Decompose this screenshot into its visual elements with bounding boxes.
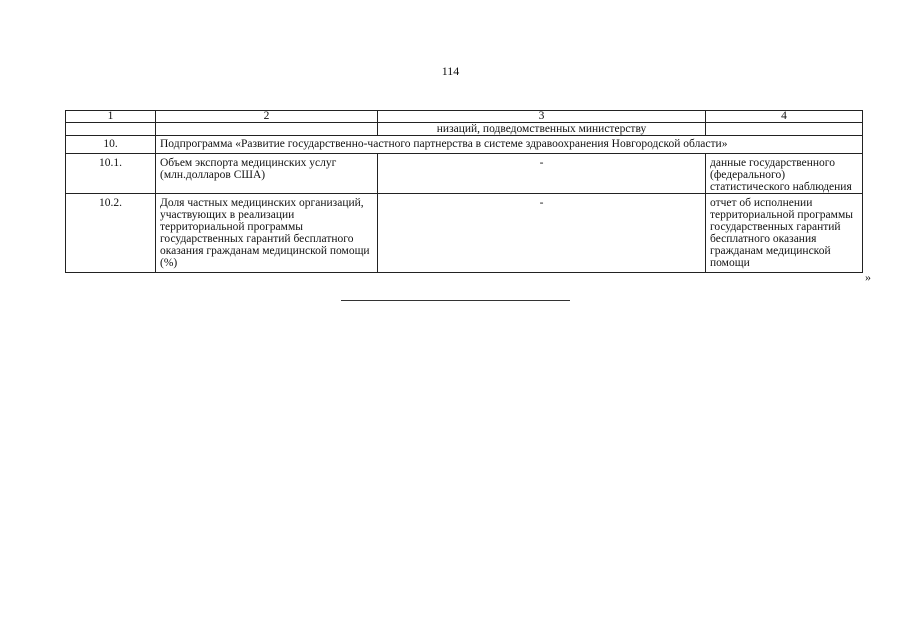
closing-quote: » bbox=[865, 270, 871, 284]
indicator-name: Объем экспорта медицинских услуг (млн.долларов США) bbox=[156, 154, 378, 194]
continuation-text: низаций, подведомственных министерству bbox=[378, 123, 706, 136]
continuation-cell-4 bbox=[706, 123, 863, 136]
subprogram-row bbox=[66, 136, 863, 154]
indicator-source: отчет об исполнении территориальной программы государственных гарантий бесплатного оказания гражданам медицинской помощи bbox=[706, 194, 863, 273]
subprogram-number: 10. bbox=[66, 136, 156, 154]
continuation-cell-1 bbox=[66, 123, 156, 136]
page-number: 114 bbox=[441, 64, 460, 78]
column-header-2: 2 bbox=[156, 111, 378, 123]
indicator-table bbox=[65, 110, 863, 273]
column-header-1: 1 bbox=[66, 111, 156, 123]
separator-line bbox=[341, 300, 570, 301]
subprogram-title: Подпрограмма «Развитие государственно-частного партнерства в системе здравоохранения Новгородской области» bbox=[156, 136, 863, 154]
table-row bbox=[66, 194, 863, 273]
column-header-4: 4 bbox=[706, 111, 863, 123]
column-header-row bbox=[66, 111, 863, 123]
continuation-cell-2 bbox=[156, 123, 378, 136]
continuation-row bbox=[66, 123, 863, 136]
indicator-source: данные государственного (федерального) статистического наблюдения bbox=[706, 154, 863, 194]
indicator-name: Доля частных медицинских организаций, участвующих в реализации территориальной программы государственных гарантий бесплатного оказания гражданам медицинской помощи (%) bbox=[156, 194, 378, 273]
table-row bbox=[66, 154, 863, 194]
indicator-formula: - bbox=[378, 194, 706, 273]
row-number: 10.2. bbox=[66, 194, 156, 273]
column-header-3: 3 bbox=[378, 111, 706, 123]
indicator-formula: - bbox=[378, 154, 706, 194]
row-number: 10.1. bbox=[66, 154, 156, 194]
